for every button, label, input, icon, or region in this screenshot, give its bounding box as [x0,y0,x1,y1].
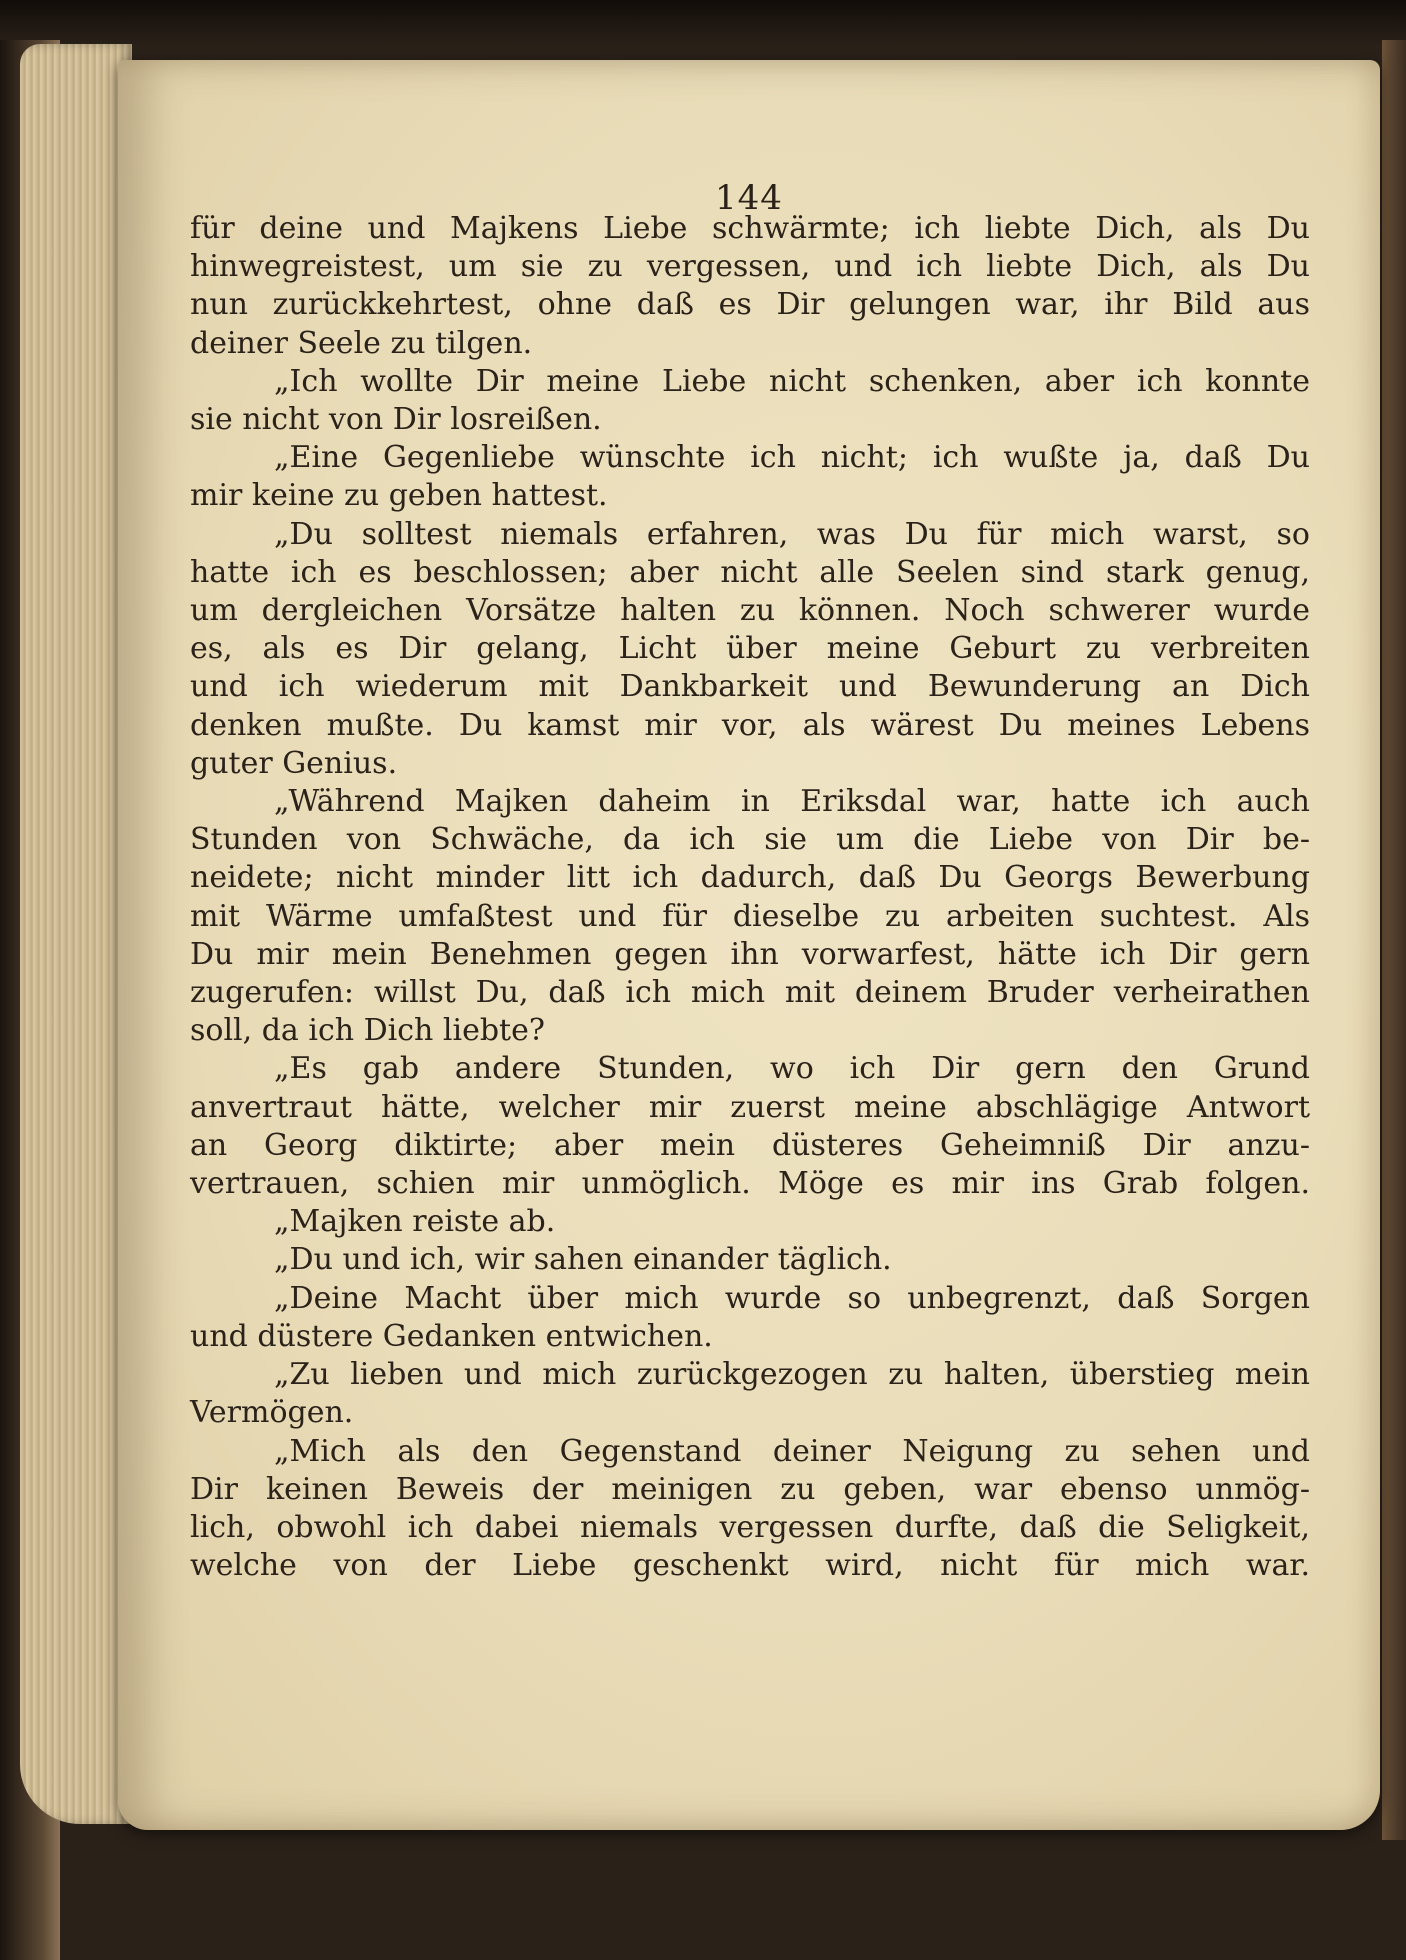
text-line: Vermögen. [190,1395,354,1431]
text-line: nun zurückkehrtest, ohne daß es Dir gelungen war, ihr Bild aus [190,287,1310,323]
text-line: um dergleichen Vorsätze halten zu können. Noch schwerer wurde [190,593,1310,629]
right-cover-edge [1382,40,1406,1840]
text-line: guter Genius. [190,745,398,781]
text-line: anvertraut hätte, welcher mir zuerst meine abschlägige Antwort [190,1089,1310,1125]
text-line: lich, obwohl ich dabei niemals vergessen durfte, daß die Seligkeit, [190,1509,1310,1545]
top-shadow [0,0,1406,48]
text-line: denken mußte. Du kamst mir vor, als wärest Du meines Lebens [190,707,1310,743]
text-line: Du mir mein Benehmen gegen ihn vorwarfest, hätte ich Dir gern [190,936,1310,972]
text-line: sie nicht von Dir losreißen. [190,402,602,438]
text-line: „Es gab andere Stunden, wo ich Dir gern den Grund [274,1051,1310,1087]
text-line: mir keine zu geben hattest. [190,478,608,514]
text-line: es, als es Dir gelang, Licht über meine Geburt zu verbreiten [190,631,1310,667]
text-line: „Eine Gegenliebe wünschte ich nicht; ich wußte ja, daß Du [274,440,1310,476]
text-line: und düstere Gedanken entwichen. [190,1318,713,1354]
text-line: „Ich wollte Dir meine Liebe nicht schenken, aber ich konnte [274,363,1310,399]
text-line: hatte ich es beschlossen; aber nicht alle Seelen sind stark genug, [190,554,1310,590]
text-line: vertrauen, schien mir unmöglich. Möge es mir ins Grab folgen. [190,1166,1310,1202]
text-line: „Deine Macht über mich wurde so unbegrenzt, daß Sorgen [274,1280,1310,1316]
text-line: „Mich als den Gegenstand deiner Neigung zu sehen und [274,1433,1310,1469]
text-line: zugerufen: willst Du, daß ich mich mit deinem Bruder verheirathen [190,975,1310,1011]
text-line: mit Wärme umfaßtest und für dieselbe zu arbeiten suchtest. Als [190,898,1310,934]
text-line: „Während Majken daheim in Eriksdal war, hatte ich auch [274,784,1310,820]
text-line: deiner Seele zu tilgen. [190,325,533,361]
page-number: 144 [715,178,783,218]
body-text [190,210,1310,1585]
text-line: Stunden von Schwäche, da ich sie um die Liebe von Dir be- [190,822,1310,858]
text-line: „Du und ich, wir sahen einander täglich. [274,1242,892,1278]
text-line: an Georg diktirte; aber mein düsteres Geheimniß Dir anzu- [190,1127,1310,1163]
page-stack-edges [20,44,132,1824]
text-line: soll, da ich Dich liebte? [190,1013,545,1049]
text-line: „Majken reiste ab. [274,1204,556,1240]
text-line: „Zu lieben und mich zurückgezogen zu halten, überstieg mein [274,1357,1310,1393]
text-line: welche von der Liebe geschenkt wird, nicht für mich war. [190,1548,1310,1584]
text-line: „Du solltest niemals erfahren, was Du für mich warst, so [274,516,1310,552]
text-line: hinwegreistest, um sie zu vergessen, und ich liebte Dich, als Du [190,249,1310,285]
text-line: und ich wiederum mit Dankbarkeit und Bewunderung an Dich [190,669,1310,705]
text-line: für deine und Majkens Liebe schwärmte; ich liebte Dich, als Du [190,211,1310,246]
text-line: neidete; nicht minder litt ich dadurch, daß Du Georgs Bewerbung [190,860,1310,896]
text-line: Dir keinen Beweis der meinigen zu geben, war ebenso unmög- [190,1471,1310,1507]
